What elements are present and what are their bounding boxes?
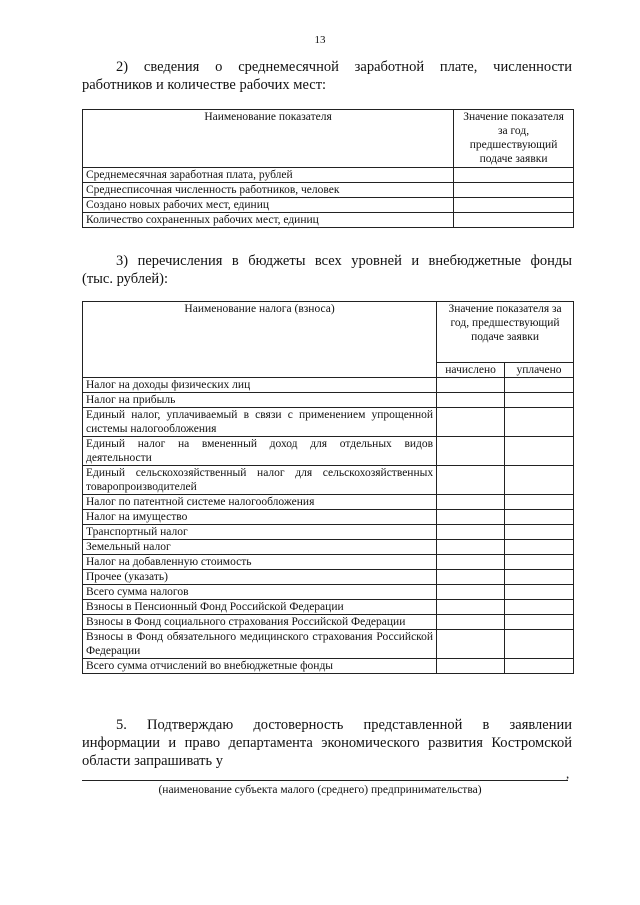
- table-row: Взносы в Пенсионный Фонд Российской Федерации: [83, 600, 437, 615]
- table-row: Единый сельскохозяйственный налог для сельскохозяйственных товаропроизводителей: [83, 466, 437, 495]
- table-row: Всего сумма налогов: [83, 585, 437, 600]
- table-row: Транспортный налог: [83, 525, 437, 540]
- paid-cell[interactable]: [505, 510, 574, 525]
- accrued-cell[interactable]: [437, 600, 505, 615]
- t1-header-value: Значение показателя за год, предшествующий подаче заявки: [454, 110, 574, 168]
- accrued-cell[interactable]: [437, 378, 505, 393]
- table-row: Всего сумма отчислений во внебюджетные фонды: [83, 659, 437, 674]
- accrued-cell[interactable]: [437, 555, 505, 570]
- section-2-intro: [82, 58, 572, 94]
- paid-cell[interactable]: [505, 408, 574, 437]
- section-5-text: [82, 716, 572, 770]
- accrued-cell[interactable]: [437, 570, 505, 585]
- table-row: Взносы в Фонд обязательного медицинского страхования Российской Федерации: [83, 630, 437, 659]
- table-row: Прочее (указать): [83, 570, 437, 585]
- section-3-line-2: (тыс. рублей):: [82, 271, 169, 287]
- accrued-cell[interactable]: [437, 408, 505, 437]
- accrued-cell[interactable]: [437, 540, 505, 555]
- paid-cell[interactable]: [505, 378, 574, 393]
- paid-cell[interactable]: [505, 540, 574, 555]
- value-cell[interactable]: [454, 198, 574, 213]
- paid-cell[interactable]: [505, 555, 574, 570]
- table-row: Налог на прибыль: [83, 393, 437, 408]
- t2-sub-paid: уплачено: [505, 363, 574, 378]
- paid-cell[interactable]: [505, 437, 574, 466]
- table-row: Налог на доходы физических лиц: [83, 378, 437, 393]
- paid-cell[interactable]: [505, 393, 574, 408]
- entity-name-blank[interactable]: [82, 779, 568, 781]
- table-row: Единый налог, уплачиваемый в связи с применением упрощенной системы налогообложения: [83, 408, 437, 437]
- section-3-intro: [82, 252, 572, 288]
- t2-header-value: Значение показателя за год, предшествующий подаче заявки: [437, 302, 574, 363]
- table-row: Налог на имущество: [83, 510, 437, 525]
- value-cell[interactable]: [454, 213, 574, 228]
- table-row: Среднесписочная численность работников, человек: [83, 183, 454, 198]
- accrued-cell[interactable]: [437, 630, 505, 659]
- accrued-cell[interactable]: [437, 393, 505, 408]
- value-cell[interactable]: [454, 183, 574, 198]
- section-5-line-2: информации и право департамента экономического развития Костромской: [82, 735, 572, 751]
- paid-cell[interactable]: [505, 570, 574, 585]
- accrued-cell[interactable]: [437, 585, 505, 600]
- value-cell[interactable]: [454, 168, 574, 183]
- accrued-cell[interactable]: [437, 495, 505, 510]
- entity-name-caption: (наименование субъекта малого (среднего) предпринимательства): [158, 784, 482, 796]
- table-row: Налог на добавленную стоимость: [83, 555, 437, 570]
- paid-cell[interactable]: [505, 630, 574, 659]
- accrued-cell[interactable]: [437, 437, 505, 466]
- entity-name-comma: ,: [566, 766, 570, 781]
- accrued-cell[interactable]: [437, 510, 505, 525]
- paid-cell[interactable]: [505, 600, 574, 615]
- table-row: Взносы в Фонд социального страхования Российской Федерации: [83, 615, 437, 630]
- employment-table: [82, 109, 574, 228]
- accrued-cell[interactable]: [437, 659, 505, 674]
- t1-header-name: Наименование показателя: [83, 110, 454, 168]
- table-row: Налог по патентной системе налогообложения: [83, 495, 437, 510]
- tax-table: [82, 301, 574, 674]
- accrued-cell[interactable]: [437, 466, 505, 495]
- paid-cell[interactable]: [505, 466, 574, 495]
- t2-header-name: Наименование налога (взноса): [83, 302, 437, 378]
- table-row: Земельный налог: [83, 540, 437, 555]
- table-row: Единый налог на вмененный доход для отдельных видов деятельности: [83, 437, 437, 466]
- accrued-cell[interactable]: [437, 525, 505, 540]
- section-5-line-3: области запрашивать у: [82, 753, 223, 769]
- table-row: Количество сохраненных рабочих мест, единиц: [83, 213, 454, 228]
- paid-cell[interactable]: [505, 525, 574, 540]
- table-row: Создано новых рабочих мест, единиц: [83, 198, 454, 213]
- t2-sub-accrued: начислено: [437, 363, 505, 378]
- section-2-line-2: работников и количестве рабочих мест:: [82, 77, 327, 93]
- page-number: 13: [314, 34, 326, 46]
- paid-cell[interactable]: [505, 495, 574, 510]
- accrued-cell[interactable]: [437, 615, 505, 630]
- paid-cell[interactable]: [505, 615, 574, 630]
- table-row: Среднемесячная заработная плата, рублей: [83, 168, 454, 183]
- section-3-line-1: 3) перечисления в бюджеты всех уровней и внебюджетные фонды: [116, 253, 572, 269]
- section-5-line-1: 5. Подтверждаю достоверность представленной в заявлении: [116, 717, 572, 733]
- section-2-line-1: 2) сведения о среднемесячной заработной плате, численности: [116, 59, 572, 75]
- paid-cell[interactable]: [505, 659, 574, 674]
- paid-cell[interactable]: [505, 585, 574, 600]
